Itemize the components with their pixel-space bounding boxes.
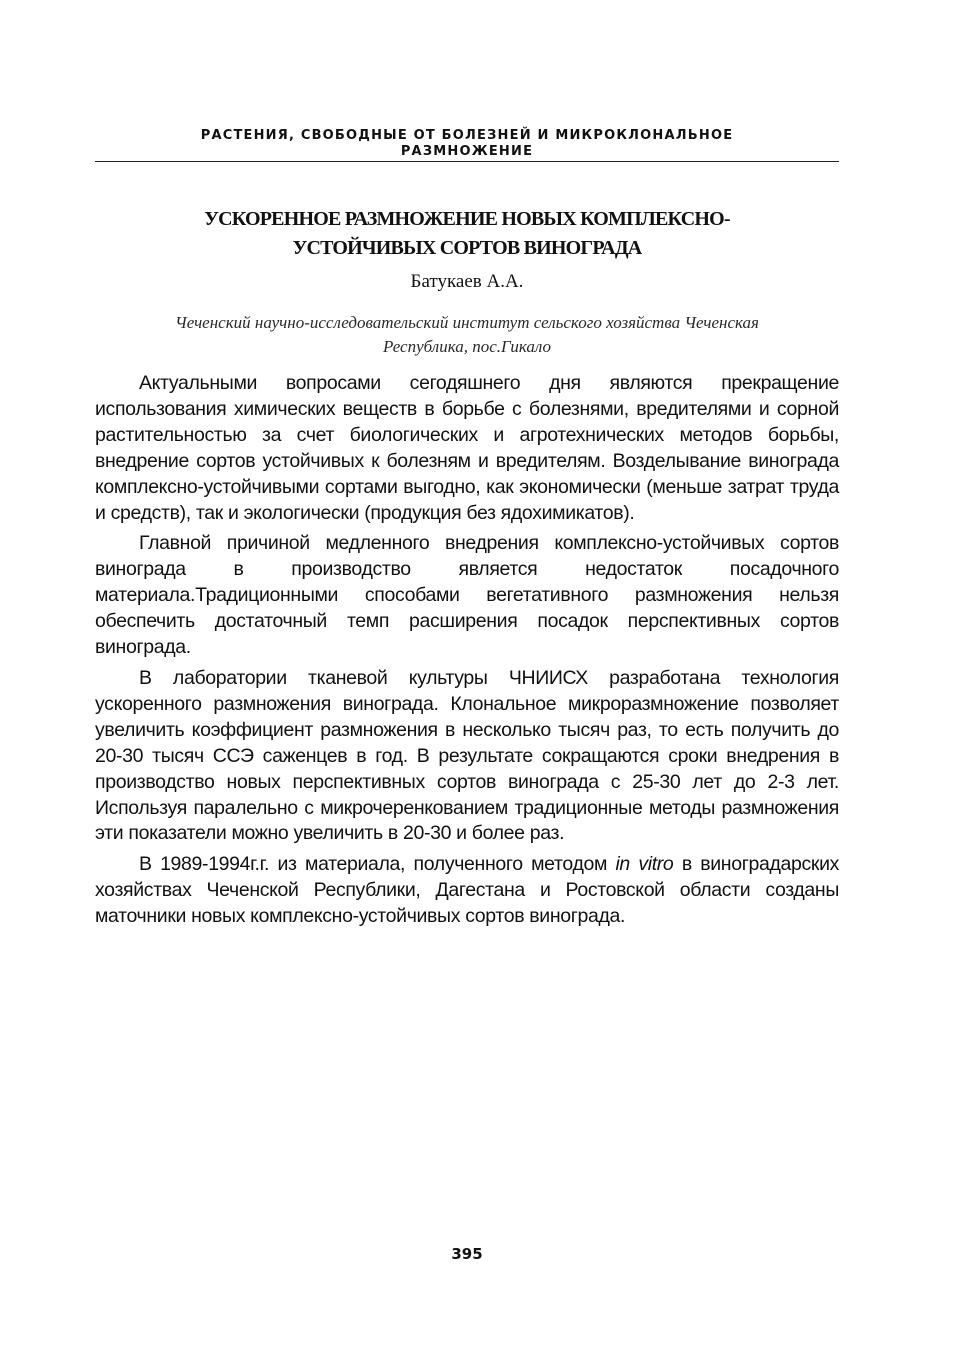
body-paragraph-4 (95, 852, 839, 930)
article-title-line-1: УСКОРЕННОЕ РАЗМНОЖЕНИЕ НОВЫХ КОМПЛЕКСНО- (204, 208, 730, 230)
running-head-line-2: РАЗМНОЖЕНИЕ (400, 144, 534, 159)
body-paragraph-3: В лаборатории тканевой культуры ЧНИИСХ разработана технология ускоренного размножения винограда. Клональное микроразмножение позволяет увеличить коэффициент размножения в несколько тысяч раз, то есть получить до 20-30 тысяч ССЭ саженцев в год. В результате сокращаются сроки внедрения в производство новых перспективных сортов винограда с 25-30 лет до 2-3 лет. Используя паралельно с микрочеренкованием традиционные методы размножения эти показатели можно увеличить в 20-30 и более раз. (95, 666, 839, 845)
body-paragraph-2: Главной причиной медленного внедрения комплексно-устойчивых сортов винограда в производство является недостаток посадочного материала.Традиционными способами вегетативного размножения нельзя обеспечить достаточный темп расширения посадок перспективных сортов винограда. (95, 532, 839, 659)
page-number: 395 (451, 1245, 483, 1263)
body-paragraph-1: Актуальными вопросами сегодяшнего дня являются прекращение использования химических веществ в борьбе с болезнями, вредителями и сорной растительностью за счет биологических и агротехнических методов борьбы, внедрение сортов устойчивых к болезням и вредителям. Возделывание винограда комплексно-устойчивыми сортами выгодно, как экономически (меньше затрат труда и средств), так и экологически (продукция без ядохимикатов). (95, 372, 839, 524)
paragraph-4-text-end: в виноградарских хозяйствах Чеченской Республики, Дагестана и Ростовской области созданы маточники новых комплексно-устойчивых сортов винограда. (95, 853, 840, 928)
article-author: Батукаев А.А. (410, 271, 524, 292)
in-vitro-term: in vitro (615, 853, 674, 876)
article-title (95, 205, 839, 263)
header-rule (95, 161, 839, 162)
running-head-line-1: РАСТЕНИЯ, СВОБОДНЫЕ ОТ БОЛЕЗНЕЙ И МИКРОКЛОНАЛЬНОЕ (200, 128, 734, 143)
article-title-line-2: УСТОЙЧИВЫХ СОРТОВ ВИНОГРАДА (292, 237, 642, 259)
article-body (95, 371, 839, 935)
affiliation-line-2: Республика, пос.Гикало (382, 337, 552, 356)
paragraph-4-text-start: В 1989-1994г.г. из материала, полученного методом (139, 853, 616, 876)
affiliation-line-1: Чеченский научно-исследовательский институт сельского хозяйства Чеченская (175, 313, 759, 332)
article-affiliation (95, 311, 839, 359)
running-head (95, 128, 839, 160)
